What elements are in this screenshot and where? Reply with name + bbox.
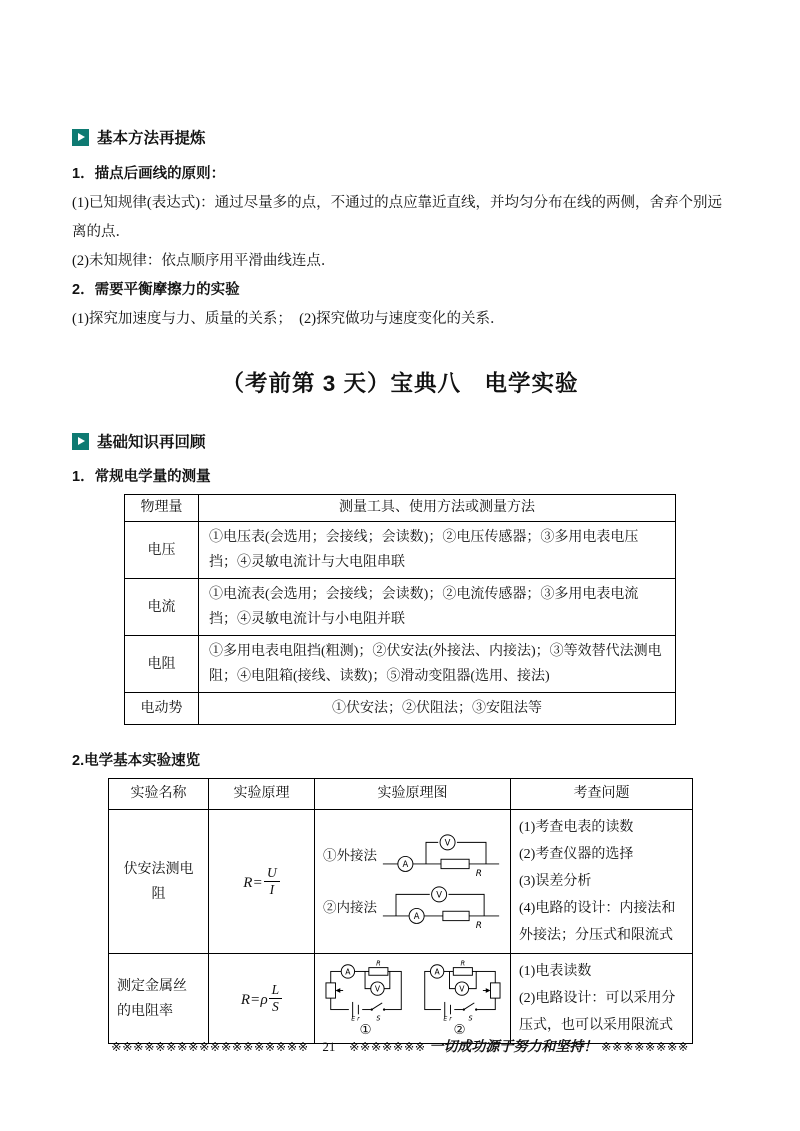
quantity-cell: 电流	[125, 579, 199, 636]
battery-label: E r	[350, 1015, 360, 1021]
chapter-title: （考前第 3 天）宝典八 电学实验	[221, 371, 579, 396]
header-experiment-name: 实验名称	[109, 779, 209, 810]
header-schematic: 实验原理图	[315, 779, 511, 810]
voltmeter-label: V	[444, 837, 451, 848]
current-limiting-circuit-diagram	[417, 960, 503, 1021]
table-row-emf	[125, 693, 676, 725]
experiments-table	[108, 778, 693, 1044]
experiment-name-cell: 测定金属丝的电阻率	[109, 954, 209, 1044]
plotting-principle-title: 1．描点后画线的原则：	[72, 166, 226, 182]
section-heading-review-text: 基础知识再回顾	[97, 434, 206, 451]
triangle-glyph	[78, 437, 85, 445]
table-row-volt-ammeter	[109, 810, 693, 954]
quantity-cell: 电压	[125, 522, 199, 579]
fraction-numerator: U	[264, 865, 280, 882]
battery-label: E r	[442, 1015, 452, 1021]
fraction-numerator: L	[269, 982, 283, 999]
experiment-principle-cell	[209, 810, 315, 954]
methods-cell: ①电压表(会选用；会接线；会读数)；②电压传感器；③多用电表电压挡；④灵敏电流计与大电阻串联	[199, 522, 676, 579]
subsection-measurement-title: 1．常规电学量的测量	[72, 469, 211, 485]
section-basic-methods	[72, 126, 728, 334]
table-row-voltage	[125, 522, 676, 579]
table-header-row	[109, 779, 693, 810]
header-quantity: 物理量	[125, 495, 199, 522]
triangle-glyph	[78, 133, 85, 141]
section-heading-methods	[72, 126, 728, 148]
header-principle: 实验原理	[209, 779, 315, 810]
resistor-label: R	[475, 869, 482, 879]
page-number: 21	[322, 1039, 336, 1054]
measurement-table	[124, 494, 676, 725]
internal-connection-label: ②内接法	[323, 900, 377, 915]
play-triangle-icon	[72, 433, 89, 450]
experiment-schematic-cell	[315, 954, 511, 1044]
voltmeter-label: V	[458, 983, 465, 993]
ammeter-label: A	[413, 911, 420, 922]
question-item: (1)电表读数	[519, 964, 592, 979]
footer-decoration-mid: ※※※※※※※	[348, 1040, 426, 1054]
section-heading-methods-text: 基本方法再提炼	[97, 130, 206, 147]
table-row-resistivity	[109, 954, 693, 1044]
formula-r-equals-rho-l-over-s	[240, 982, 282, 1014]
external-connection-row	[323, 832, 502, 879]
fraction	[264, 865, 280, 897]
quantity-cell: 电阻	[125, 636, 199, 693]
table-row-resistance	[125, 636, 676, 693]
ammeter-label: A	[344, 966, 350, 976]
formula-coefficient: ρ	[260, 991, 268, 1008]
resistor-label: R	[475, 921, 482, 931]
internal-connection-row	[323, 884, 502, 931]
voltmeter-label: V	[436, 889, 443, 900]
fraction-denominator: S	[272, 999, 279, 1014]
fraction	[269, 982, 283, 1014]
voltage-divider-circuit-diagram	[323, 960, 409, 1021]
friction-balance-point-1: (1)探究加速度与力、质量的关系； (2)探究做功与速度变化的关系．	[72, 311, 505, 327]
ammeter-label: A	[434, 966, 440, 976]
footer-motto: 一切成功源于努力和坚持！	[429, 1040, 598, 1055]
circuit-number-2: ②	[453, 1021, 466, 1037]
internal-connection-circuit-diagram	[381, 884, 501, 931]
question-item: (2)考查仪器的选择	[519, 847, 634, 862]
external-connection-circuit-diagram	[381, 832, 501, 879]
header-methods: 测量工具、使用方法或测量方法	[199, 495, 676, 522]
external-connection-label: ①外接法	[323, 848, 377, 863]
plotting-principle-point-1: (1)已知规律(表达式)：通过尽量多的点，不通过的点应靠近直线，并均匀分布在线的两侧，舍弃个别远离的点．	[72, 195, 723, 240]
resistor-label: R	[460, 959, 465, 968]
subsection-experiments-title: 2.电学基本实验速览	[72, 753, 201, 769]
table-header-row	[125, 495, 676, 522]
question-item: (3)误差分析	[519, 874, 592, 889]
equals-sign: =	[250, 991, 260, 1008]
table-row-current	[125, 579, 676, 636]
play-triangle-icon	[72, 129, 89, 146]
section-knowledge-review	[72, 430, 728, 1044]
quantity-cell: 电动势	[125, 693, 199, 725]
formula-r-equals-u-over-i	[243, 865, 279, 897]
circuit-pair	[323, 960, 502, 1038]
circuit-block-2	[417, 960, 503, 1038]
experiment-questions-cell	[511, 810, 693, 954]
section-heading-review	[72, 430, 728, 452]
equals-sign: =	[253, 874, 262, 891]
footer-decoration-right: ※※※※※※※※	[601, 1040, 689, 1054]
experiment-schematic-cell	[315, 810, 511, 954]
experiment-questions-cell	[511, 954, 693, 1044]
switch-label: S	[375, 1014, 381, 1021]
fraction-denominator: I	[269, 882, 275, 897]
question-item: (2)电路设计：可以采用分压式，也可以采用限流式	[519, 991, 676, 1033]
plotting-principle-point-2: (2)未知规律：依点顺序用平滑曲线连点．	[72, 253, 336, 269]
resistor-label: R	[375, 959, 381, 968]
methods-cell: ①伏安法；②伏阻法；③安阻法等	[199, 693, 676, 725]
methods-cell: ①多用电表电阻挡(粗测)；②伏安法(外接法、内接法)；③等效替代法测电阻；④电阻箱(接线、读数)；⑤滑动变阻器(选用、接法)	[199, 636, 676, 693]
experiment-principle-cell	[209, 954, 315, 1044]
header-questions: 考查问题	[511, 779, 693, 810]
question-item: (4)电路的设计：内接法和外接法；分压式和限流式	[519, 901, 676, 943]
formula-variable: R	[240, 991, 250, 1008]
methods-cell: ①电流表(会选用；会接线；会读数)；②电流传感器；③多用电表电流挡；④灵敏电流计与小电阻并联	[199, 579, 676, 636]
friction-balance-title: 2．需要平衡摩擦力的实验	[72, 282, 240, 298]
ammeter-label: A	[402, 859, 409, 870]
formula-variable: R	[243, 874, 253, 891]
experiment-name-cell: 伏安法测电阻	[109, 810, 209, 954]
circuit-block-1	[323, 960, 409, 1038]
page-footer	[0, 1036, 800, 1056]
footer-decoration-left: ※※※※※※※※※※※※※※※※※※	[111, 1040, 309, 1054]
circuit-number-1: ①	[359, 1021, 372, 1037]
voltmeter-label: V	[374, 983, 380, 993]
switch-label: S	[467, 1014, 473, 1021]
question-item: (1)考查电表的读数	[519, 820, 634, 835]
